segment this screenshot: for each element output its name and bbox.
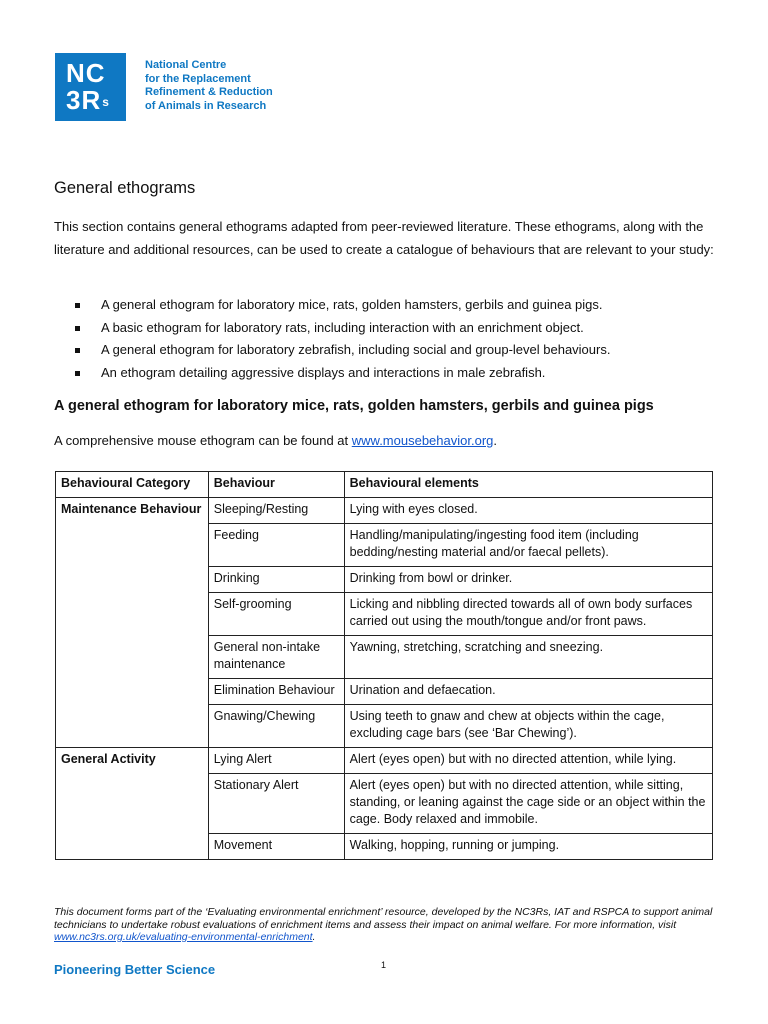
footer-brand: Pioneering Better Science (54, 962, 216, 977)
ethogram-table (55, 471, 713, 860)
logo-text-nc: NC (66, 58, 106, 88)
page-number: 1 (381, 960, 387, 970)
logo-text-3rs: $3R^s$ (66, 85, 110, 115)
organisation-name: National Centre for the Replacement Refinement & Reduction of Animals in Research (145, 59, 273, 112)
table-header-row (56, 472, 713, 498)
behaviour-cell: Lying Alert (208, 748, 344, 774)
nc3rs-logo (55, 53, 126, 121)
category-cell: General Activity (56, 748, 209, 860)
elements-cell: Licking and nibbling directed towards all of own body surfaces carried out using the mouth/tongue and/or front paws. (344, 593, 712, 636)
behaviour-cell: Feeding (208, 524, 344, 567)
elements-cell: Alert (eyes open) but with no directed attention, while sitting, standing, or leaning against the cage side or an object within the cage. Body relaxed and immobile. (344, 774, 712, 834)
header-behaviour: Behaviour (208, 472, 344, 498)
behaviour-cell: Self-grooming (208, 593, 344, 636)
mousebehavior-link[interactable]: www.mousebehavior.org (351, 433, 494, 448)
nc3rs-enrichment-link[interactable]: www.nc3rs.org.uk/evaluating-environmental-enrichment (54, 931, 313, 943)
behaviour-cell: Gnawing/Chewing (208, 705, 344, 748)
bullet-square-icon (75, 326, 80, 331)
elements-cell: Yawning, stretching, scratching and sneezing. (344, 636, 712, 679)
section-intro: A comprehensive mouse ethogram can be found at www.mousebehavior.org. (54, 433, 498, 448)
list-item: A general ethogram for laboratory mice, rats, golden hamsters, gerbils and guinea pigs. (54, 294, 714, 317)
list-item: A general ethogram for laboratory zebrafish, including social and group-level behaviours. (54, 339, 714, 362)
table-row (56, 498, 713, 524)
bullet-square-icon (75, 348, 80, 353)
page-title: General ethograms (54, 179, 196, 197)
elements-cell: Alert (eyes open) but with no directed attention, while lying. (344, 748, 712, 774)
header-category: Behavioural Category (56, 472, 209, 498)
bullet-square-icon (75, 303, 80, 308)
elements-cell: Lying with eyes closed. (344, 498, 712, 524)
behaviour-cell: Sleeping/Resting (208, 498, 344, 524)
header-elements: Behavioural elements (344, 472, 712, 498)
behaviour-cell: Stationary Alert (208, 774, 344, 834)
ethogram-list (54, 294, 714, 384)
footer-note: This document forms part of the ‘Evaluating environmental enrichment’ resource, developed by the NC3Rs, IAT and RSPCA to support animal technicians to undertake robust evaluations of enrichment items and assess their impact on animal welfare. For more information, visit www.nc3rs.org.uk/evaluating-environmental-enrichment. (54, 906, 713, 943)
elements-cell: Handling/manipulating/ingesting food item (including bedding/nesting material and/or faecal pellets). (344, 524, 712, 567)
section-heading: A general ethogram for laboratory mice, rats, golden hamsters, gerbils and guinea pigs (54, 398, 654, 414)
bullet-square-icon (75, 371, 80, 376)
elements-cell: Drinking from bowl or drinker. (344, 567, 712, 593)
behaviour-cell: General non-intake maintenance (208, 636, 344, 679)
behaviour-cell: Movement (208, 834, 344, 860)
elements-cell: Using teeth to gnaw and chew at objects within the cage, excluding cage bars (see ‘Bar Chewing’). (344, 705, 712, 748)
list-item: A basic ethogram for laboratory rats, including interaction with an enrichment object. (54, 317, 714, 340)
elements-cell: Urination and defaecation. (344, 679, 712, 705)
table-row (56, 748, 713, 774)
elements-cell: Walking, hopping, running or jumping. (344, 834, 712, 860)
behaviour-cell: Elimination Behaviour (208, 679, 344, 705)
intro-paragraph: This section contains general ethograms adapted from peer-reviewed literature. These ethograms, along with the literature and additional resources, can be used to create a catalogue of behaviours that are relevant to your study: (54, 219, 714, 257)
behaviour-cell: Drinking (208, 567, 344, 593)
list-item: An ethogram detailing aggressive displays and interactions in male zebrafish. (54, 362, 714, 385)
category-cell: Maintenance Behaviour (56, 498, 209, 748)
